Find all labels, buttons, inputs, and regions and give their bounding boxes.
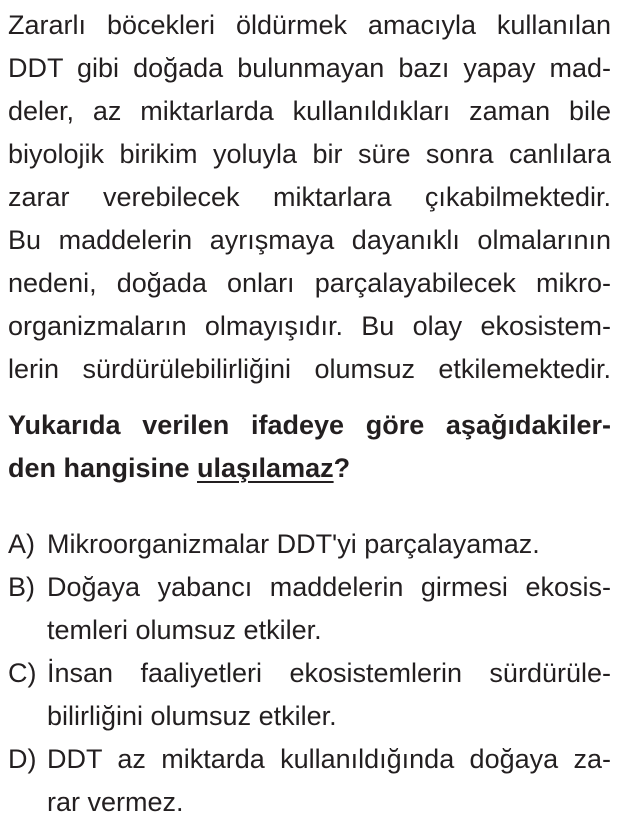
passage-line: deler, az miktarlarda kullanıldıkları zaman bile <box>8 96 611 126</box>
option-text: İnsan faaliyetleri ekosistemlerin sürdürüle- <box>47 658 611 688</box>
option-text: DDT az miktarda kullanıldığında doğaya za- <box>47 744 611 774</box>
option-letter: D) <box>8 744 37 774</box>
option-text: Doğaya yabancı maddelerin girmesi ekosis- <box>47 572 611 602</box>
question-page <box>8 4 611 824</box>
question-text: den hangisine <box>8 453 198 483</box>
question-line <box>8 447 611 490</box>
passage-line: organizmaların olmayışıdır. Bu olay ekosistem- <box>8 311 611 341</box>
passage-line: lerin sürdürülebilirliğini olumsuz etkilemektedir. <box>8 354 611 384</box>
passage-text <box>8 4 611 391</box>
passage-line: Zararlı böcekleri öldürmek amacıyla kullanılan <box>8 10 611 40</box>
option-text: rar vermez. <box>47 787 184 817</box>
option-letter: A) <box>8 529 35 559</box>
passage-line: biyolojik birikim yoluyla bir süre sonra canlılara <box>8 139 611 169</box>
option-c[interactable] <box>8 652 611 738</box>
passage-line: Bu maddelerin ayrışmaya dayanıklı olmalarının <box>8 225 611 255</box>
option-d[interactable] <box>8 738 611 824</box>
option-letter: C) <box>8 658 37 688</box>
option-text: temleri olumsuz etkiler. <box>47 615 322 645</box>
option-b[interactable] <box>8 566 611 652</box>
question-line: Yukarıda verilen ifadeye göre aşağıdakiler- <box>8 410 611 440</box>
passage-line: zarar verebilecek miktarlara çıkabilmektedir. <box>8 182 611 212</box>
option-text: bilirliğini olumsuz etkiler. <box>47 701 337 731</box>
question-keyword: ulaşılamaz <box>197 453 334 483</box>
passage-line: nedeni, doğada onları parçalayabilecek mikro- <box>8 268 611 298</box>
option-a[interactable] <box>8 523 611 566</box>
answer-options <box>8 523 611 824</box>
option-letter: B) <box>8 572 35 602</box>
passage-line: DDT gibi doğada bulunmayan bazı yapay mad- <box>8 53 611 83</box>
option-text: Mikroorganizmalar DDT'yi parçalayamaz. <box>47 529 540 559</box>
question-stem <box>8 404 611 490</box>
question-mark: ? <box>333 453 351 483</box>
